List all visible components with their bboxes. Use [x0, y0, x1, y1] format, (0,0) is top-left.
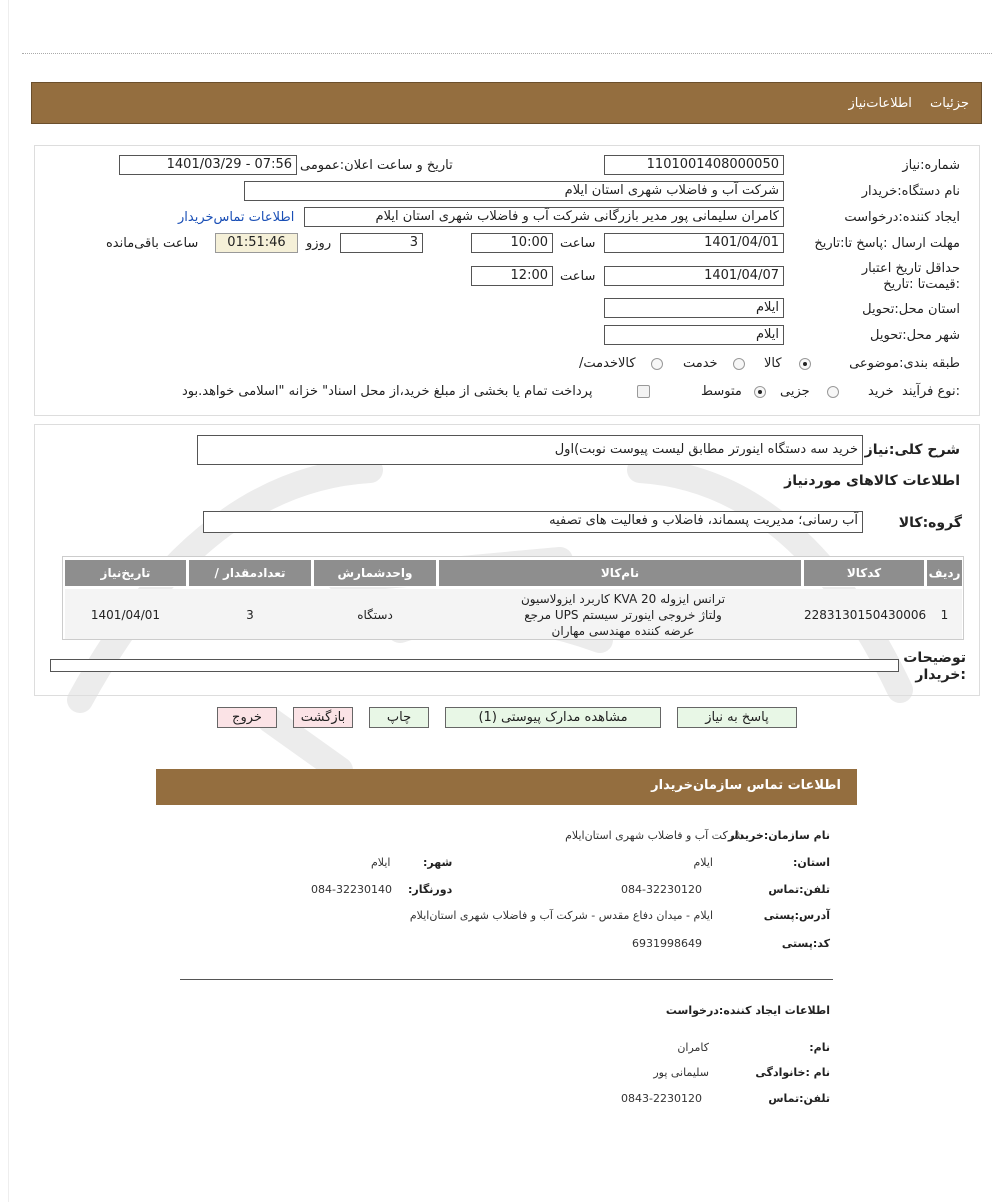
cell-name	[463, 591, 783, 639]
need-number-label: شماره:نیاز	[902, 158, 960, 173]
contact-province-label: :استان	[792, 856, 830, 869]
cell-row-no: 1	[940, 608, 949, 622]
cell-name-line-2: ولتاژ خروجی اینورتر سیستم UPS مرجع	[524, 608, 722, 622]
deadline-time-label: ساعت	[560, 236, 596, 251]
goods-table	[62, 556, 964, 640]
cell-name-line-3: عرضه کننده مهندسی مهاران	[551, 624, 695, 638]
print-button[interactable]: چاپ	[369, 707, 429, 728]
exit-button[interactable]: خروج	[217, 707, 277, 728]
attachments-button[interactable]: مشاهده مدارک پیوستی (1)	[445, 707, 661, 728]
process-option-minor: جزیی	[780, 384, 810, 399]
category-option-goods-service: /کالاخدمت	[579, 356, 636, 371]
category-option-goods: کالا	[764, 356, 782, 371]
creator-name-label: :نام	[809, 1041, 830, 1054]
col-header-unit: واحدشمارش	[314, 560, 436, 586]
cell-code: 2283130150430006	[804, 608, 927, 622]
remaining-time-field: 01:51:46	[215, 233, 298, 253]
col-header-code: کدکالا	[804, 560, 924, 586]
contact-postal-value: 6931998649	[632, 937, 702, 950]
tab-need-info[interactable]: اطلاعات‌نیاز	[848, 96, 912, 111]
org-name-label: نام سازمان:خریدار	[728, 829, 830, 842]
process-radio-minor[interactable]	[827, 386, 839, 398]
contact-phone-value: 084-32230120	[621, 883, 702, 896]
creator-phone-label: تلفن:تماس	[768, 1092, 830, 1105]
remaining-time-label: ساعت باقی‌مانده	[106, 236, 199, 251]
contact-fax-label: :دورنگار	[408, 883, 453, 896]
general-desc-label: شرح کلی:نیاز	[864, 442, 960, 458]
province-field: ایلام	[604, 298, 784, 318]
category-option-service: خدمت	[683, 356, 718, 371]
contact-city-value: ایلام	[371, 856, 391, 869]
validity-date-field: 1401/04/07	[604, 266, 784, 286]
cell-name-line-1: ترانس ایزوله 20 KVA کاربرد ایزولاسیون	[520, 592, 726, 606]
cell-qty: 3	[246, 608, 254, 622]
contact-address-value: ایلام - میدان دفاع مقدس - شرکت آب و فاضلاب شهری استان‌ایلام	[409, 909, 713, 922]
contact-province-value: ایلام	[693, 856, 713, 869]
contact-phone-label: تلفن:تماس	[768, 883, 830, 896]
deadline-time-field: 10:00	[471, 233, 553, 253]
days-label: روزو	[306, 236, 332, 251]
process-option-medium: متوسط	[701, 384, 742, 399]
goods-group-label: گروه:کالا	[898, 515, 962, 531]
page-left-border	[8, 0, 9, 1202]
days-field: 3	[340, 233, 423, 253]
category-radio-service[interactable]	[733, 358, 745, 370]
contact-fax-value: 084-32230140	[311, 883, 392, 896]
back-button[interactable]: بازگشت	[293, 707, 353, 728]
treasury-payment-note: پرداخت تمام یا بخشی از مبلغ خرید،از محل اسناد" خزانه "اسلامی خواهد.بود	[182, 384, 593, 399]
creator-info-title: اطلاعات ایجاد کننده:درخواست	[665, 1004, 830, 1017]
validity-label: حداقل تاریخ اعتبار :قیمت‌تا :تاریخ	[861, 261, 960, 292]
contact-section-header	[156, 769, 857, 805]
creator-field: کامران سلیمانی پور مدیر بازرگانی شرکت آب و فاضلاب شهری استان ایلام	[304, 207, 784, 227]
process-label: نوع فرآیند:	[902, 384, 960, 399]
cell-date: 1401/04/01	[90, 608, 161, 622]
col-header-date: تاریخ‌نیاز	[65, 560, 186, 586]
process-option-purchase: خرید	[868, 384, 894, 399]
category-radio-goods[interactable]	[799, 358, 811, 370]
announce-date-field: 1401/03/29 - 07:56	[119, 155, 297, 175]
creator-name-value: کامران	[677, 1041, 709, 1054]
city-label: شهر محل:تحویل	[870, 328, 960, 343]
deadline-label: مهلت ارسال :پاسخ تا:تاریخ	[814, 236, 960, 251]
validity-time-label: ساعت	[560, 269, 596, 284]
col-header-row-no: ردیف	[927, 560, 962, 586]
validity-time-field: 12:00	[471, 266, 553, 286]
contact-address-label: آدرس:پستی	[763, 909, 830, 922]
col-header-qty: / تعدادمقدار	[189, 560, 311, 586]
creator-phone-value: 0843-2230120	[621, 1092, 702, 1105]
details-header-bar	[31, 82, 982, 124]
buyer-org-field: شرکت آب و فاضلاب شهری استان ایلام	[244, 181, 784, 201]
deadline-date-field: 1401/04/01	[604, 233, 784, 253]
contact-city-label: :شهر	[423, 856, 453, 869]
buyer-notes-field	[50, 659, 899, 672]
cell-unit: دستگاه	[357, 608, 393, 622]
contact-postal-label: کد:پستی	[781, 937, 830, 950]
creator-label: ایجاد کننده:درخواست	[844, 210, 960, 225]
creator-family-label: نام :خانوادگی	[755, 1066, 830, 1079]
buyer-contact-link[interactable]: اطلاعات تماس‌خریدار	[178, 210, 295, 225]
general-desc-field: خرید سه دستگاه اینورتر مطابق لیست پیوست نوبت)اول	[197, 435, 863, 465]
tab-details[interactable]: جزئیات	[930, 96, 969, 111]
process-radio-medium[interactable]	[754, 386, 766, 398]
col-header-name: نام‌کالا	[439, 560, 801, 586]
city-field: ایلام	[604, 325, 784, 345]
need-number-field: 1101001408000050	[604, 155, 784, 175]
buyer-notes-label: توضیحات :خریدار	[903, 650, 966, 683]
category-radio-goods-service[interactable]	[651, 358, 663, 370]
category-label: طبقه بندی:موضوعی	[849, 356, 960, 371]
goods-group-field: آب رسانی؛ مدیریت پسماند، فاضلاب و فعالیت های تصفیه	[203, 511, 863, 533]
buyer-org-label: نام دستگاه:خریدار	[861, 184, 960, 199]
contact-section-title: اطلاعات تماس سازمان‌خریدار	[651, 778, 841, 793]
creator-family-value: سلیمانی پور	[653, 1066, 709, 1079]
goods-info-title: اطلاعات کالاهای موردنیاز	[784, 473, 960, 489]
announce-date-label: تاریخ و ساعت اعلان:عمومی	[300, 158, 453, 173]
treasury-payment-checkbox[interactable]	[637, 385, 650, 398]
header-tabs	[834, 96, 969, 111]
reply-button[interactable]: پاسخ به نیاز	[677, 707, 797, 728]
province-label: استان محل:تحویل	[862, 302, 960, 317]
contact-divider	[180, 979, 833, 980]
org-name-value: شرکت آب و فاضلاب شهری استان‌ایلام	[565, 829, 743, 842]
top-divider	[22, 53, 992, 54]
